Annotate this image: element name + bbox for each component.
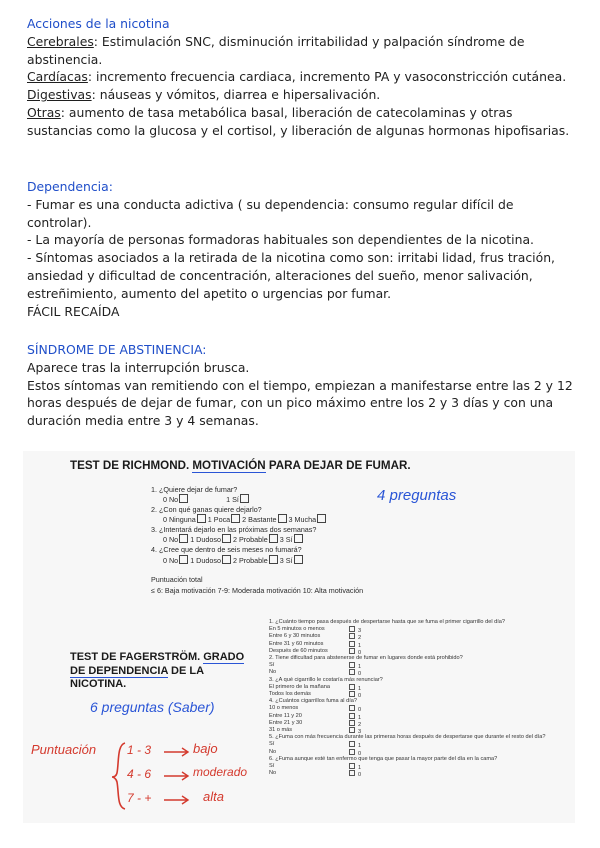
fagerstrom-line xyxy=(269,770,569,777)
checkbox-icon xyxy=(349,705,355,711)
richmond-q1: 1. ¿Quiere dejar de fumar? xyxy=(151,485,238,494)
item-text: : náuseas y vómitos, diarrea e hipersalivación. xyxy=(91,87,381,103)
handwritten-note-4-preguntas: 4 preguntas xyxy=(377,487,457,504)
fagerstrom-line-text: Entre 11 y 20 xyxy=(269,712,302,719)
fagerstrom-line xyxy=(269,727,569,734)
fagerstrom-line xyxy=(269,677,569,684)
fagerstrom-title: TEST DE FAGERSTRÖM. GRADO DE DEPENDENCIA DE LA NICOTINA. xyxy=(70,651,245,690)
dependencia-title: Dependencia: xyxy=(27,179,113,194)
section-dependencia xyxy=(27,178,579,320)
acciones-item-cardiacas xyxy=(27,68,579,86)
fagerstrom-line xyxy=(269,648,569,655)
checkbox-icon xyxy=(349,648,355,654)
arrow-icon xyxy=(163,747,191,757)
fagerstrom-score: 0 xyxy=(358,671,362,678)
fagerstrom-line-text: 1. ¿Cuánto tiempo pasa después de despertarse hasta que se fuma el primer cigarrillo del día? xyxy=(269,619,506,625)
fagerstrom-line-text: No xyxy=(269,770,277,777)
score-range-1: 1 - 3 xyxy=(127,743,152,757)
fagerstrom-score: 1 xyxy=(358,714,362,721)
fagerstrom-line xyxy=(269,734,569,741)
acciones-item-digestivas xyxy=(27,86,579,104)
richmond-q3: 3. ¿Intentará dejarlo en las próximas dos semanas? xyxy=(151,525,317,534)
fagerstrom-line xyxy=(269,705,569,712)
fagerstrom-line xyxy=(269,741,569,748)
handwritten-puntuacion-label: Puntuación xyxy=(31,742,97,757)
fagerstrom-line-text: Sí xyxy=(269,741,275,748)
score-level-2: moderado xyxy=(193,765,248,779)
score-level-1: bajo xyxy=(193,741,218,756)
fagerstrom-line-text: 4. ¿Cuántos cigarrillos fuma al día? xyxy=(269,698,357,705)
fagerstrom-line-text: 2. Tiene dificultad para abstenerse de fumar en lugares donde está prohibido? xyxy=(269,655,463,662)
score-range-3: 7 - + xyxy=(127,791,152,805)
fagerstrom-line-text: Entre 6 y 30 minutos xyxy=(269,633,321,640)
fagerstrom-line xyxy=(269,691,569,698)
dependencia-line: FÁCIL RECAÍDA xyxy=(27,303,120,319)
fagerstrom-score: 1 xyxy=(358,642,362,649)
fagerstrom-line xyxy=(269,713,569,720)
item-text: : aumento de tasa metabólica basal, liberación de catecolaminas y otras sustancias como la glucosa y el cortisol, y liberación de algunas hormonas hipofisarias. xyxy=(27,104,570,138)
fagerstrom-score: 1 xyxy=(358,765,362,772)
item-label: Otras xyxy=(27,104,61,120)
sindrome-text: Estos síntomas van remitiendo con el tiempo, empiezan a manifestarse entre las 2 y 12 horas después de dejar de fumar, con un pico máximo entre los 2 y 3 días y con una duración media entre 3 y 4 semanas. xyxy=(27,377,573,429)
fagerstrom-line xyxy=(269,655,569,662)
dependencia-line: - La mayoría de personas formadoras habituales son dependientes de la nicotina. xyxy=(27,232,534,248)
fagerstrom-line-text: No xyxy=(269,669,277,676)
fagerstrom-score: 0 xyxy=(358,649,362,656)
fagerstrom-line-text: Después de 60 minutos xyxy=(269,647,328,654)
fagerstrom-line xyxy=(269,698,569,705)
fagerstrom-line xyxy=(269,749,569,756)
checkbox-icon xyxy=(349,669,355,675)
handwritten-note-6-preguntas: 6 preguntas (Saber) xyxy=(90,699,215,715)
item-label: Cardíacas xyxy=(27,69,88,85)
fagerstrom-line xyxy=(269,669,569,676)
checkbox-icon xyxy=(349,641,355,647)
handwritten-brace xyxy=(111,741,127,811)
fagerstrom-line xyxy=(269,662,569,669)
arrow-icon xyxy=(163,795,191,805)
fagerstrom-line-value xyxy=(349,770,361,779)
checkbox-icon xyxy=(349,713,355,719)
fagerstrom-score: 1 xyxy=(358,664,362,671)
checkbox-icon xyxy=(349,684,355,690)
richmond-q2: 2. ¿Con qué ganas quiere dejarlo? xyxy=(151,505,262,514)
fagerstrom-score: 0 xyxy=(358,772,362,779)
score-level-3: alta xyxy=(203,789,224,804)
fagerstrom-line-text: 31 o más xyxy=(269,727,293,734)
fagerstrom-line xyxy=(269,756,569,763)
richmond-q4-options: 0 No 1 Dudoso 2 Probable 3 Sí xyxy=(163,555,303,565)
item-text: : Estimulación SNC, disminución irritabilidad y palpación síndrome de abstinencia. xyxy=(27,33,525,67)
fagerstrom-line-text: Entre 21 y 30 xyxy=(269,719,303,726)
checkbox-icon xyxy=(349,720,355,726)
fagerstrom-line xyxy=(269,619,569,626)
acciones-title: Acciones de la nicotina xyxy=(27,16,170,31)
sindrome-lead: Aparece tras la interrupción brusca. xyxy=(27,359,250,375)
fagerstrom-score: 0 xyxy=(358,707,362,714)
richmond-q1-options: 0 No 1 Sí xyxy=(163,494,249,504)
fagerstrom-line-text: Entre 31 y 60 minutos xyxy=(269,640,324,647)
fagerstrom-score: 1 xyxy=(358,685,362,692)
fagerstrom-line-text: 10 o menos xyxy=(269,705,299,712)
fagerstrom-score: 0 xyxy=(358,750,362,757)
item-text: : incremento frecuencia cardiaca, incremento PA y vasoconstricción cutánea. xyxy=(87,69,567,85)
fagerstrom-line xyxy=(269,626,569,633)
checkbox-icon xyxy=(349,626,355,632)
fagerstrom-score: 3 xyxy=(358,628,362,635)
fagerstrom-questionnaire xyxy=(269,619,569,777)
checkbox-icon xyxy=(349,741,355,747)
section-acciones xyxy=(27,15,579,140)
fagerstrom-line-text: En 5 minutos o menos xyxy=(269,626,325,633)
item-label: Cerebrales xyxy=(27,33,94,49)
fagerstrom-line-text: 6. ¿Fuma aunque esté tan enfermo que tenga que pasar la mayor parte del día en la cama? xyxy=(269,755,498,762)
fagerstrom-line-text: El primero de la mañana xyxy=(269,683,330,690)
section-sindrome xyxy=(27,341,579,430)
score-range-2: 4 - 6 xyxy=(127,767,152,781)
fagerstrom-line-text: 3. ¿A qué cigarrillo le costaría más renunciar? xyxy=(269,676,383,683)
arrow-icon xyxy=(163,771,191,781)
fagerstrom-line-text: Sí xyxy=(269,662,275,669)
checkbox-icon xyxy=(349,770,355,776)
fagerstrom-score: 1 xyxy=(358,743,362,750)
fagerstrom-line xyxy=(269,763,569,770)
acciones-item-cerebrales xyxy=(27,33,579,69)
checkbox-icon xyxy=(349,691,355,697)
checkbox-icon xyxy=(349,749,355,755)
checkbox-icon xyxy=(349,727,355,733)
richmond-score-label: Puntuación total xyxy=(151,575,203,584)
richmond-title: TEST DE RICHMOND. MOTIVACIÓN PARA DEJAR DE FUMAR. xyxy=(70,459,411,472)
sindrome-title: SÍNDROME DE ABSTINENCIA: xyxy=(27,342,207,357)
fagerstrom-score: 2 xyxy=(358,635,362,642)
fagerstrom-line xyxy=(269,720,569,727)
fagerstrom-score: 0 xyxy=(358,693,362,700)
fagerstrom-line xyxy=(269,684,569,691)
dependencia-line: - Fumar es una conducta adictiva ( su dependencia: consumo regular difícil de controlar). xyxy=(27,196,514,230)
checkbox-icon xyxy=(349,763,355,769)
acciones-item-otras xyxy=(27,104,579,140)
fagerstrom-line-text: Todos los demás xyxy=(269,691,311,698)
checkbox-icon xyxy=(349,662,355,668)
fagerstrom-score: 2 xyxy=(358,721,362,728)
fagerstrom-line xyxy=(269,633,569,640)
richmond-score-scale: ≤ 6: Baja motivación 7-9: Moderada motivación 10: Alta motivación xyxy=(151,586,364,595)
fagerstrom-line-text: 5. ¿Fuma con más frecuencia durante las primeras horas después de despertarse que durante el resto del día? xyxy=(269,734,546,741)
checkbox-icon xyxy=(349,633,355,639)
fagerstrom-line-text: Sí xyxy=(269,763,275,770)
richmond-q4: 4. ¿Cree que dentro de seis meses no fumará? xyxy=(151,545,302,554)
fagerstrom-score: 3 xyxy=(358,729,362,736)
richmond-q2-options: 0 Ninguna 1 Poca 2 Bastante 3 Mucha xyxy=(163,514,326,524)
fagerstrom-line-text: No xyxy=(269,748,277,755)
dependencia-line: - Síntomas asociados a la retirada de la nicotina como son: irritabi lidad, frus tración, ansiedad y dificultad de concentración, alteraciones del sueño, menor salivación, estreñimiento, aumento del apetito o urgencias por fumar. xyxy=(27,250,555,301)
fagerstrom-line xyxy=(269,641,569,648)
scanned-tests-image xyxy=(23,451,575,823)
richmond-q3-options: 0 No 1 Dudoso 2 Probable 3 Sí xyxy=(163,534,303,544)
item-label: Digestivas xyxy=(27,87,92,103)
